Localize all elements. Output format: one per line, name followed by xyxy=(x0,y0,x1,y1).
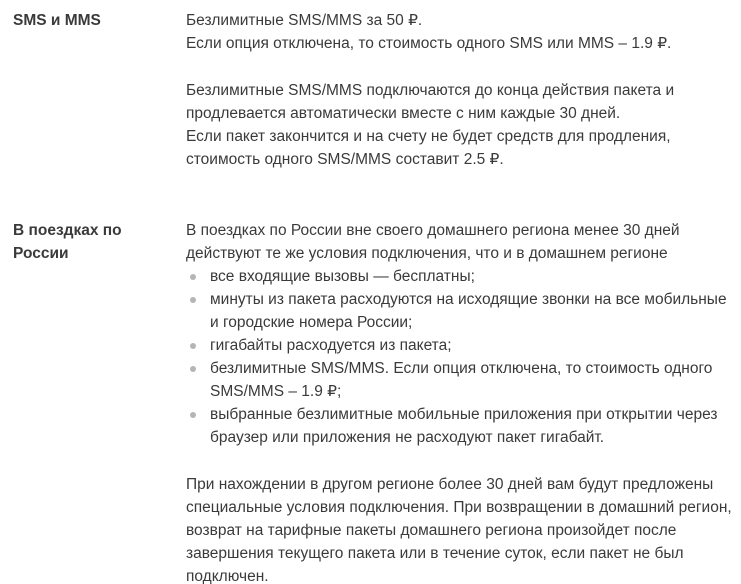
section-label-sms-mms: SMS и MMS xyxy=(13,12,101,29)
section-label-travel-russia: В поездках по России xyxy=(13,222,122,262)
bullet-item: гигабайты расходуется из пакета; xyxy=(210,334,734,357)
paragraph-travel-closing: При нахождении в другом регионе более 30 дней вам будут предложены специальные условия подключения. При возвращении в домашний регион, возврат на тарифные пакеты домашнего региона произойдет после завершения текущего пакета или в течение суток, если пакет не был подключен. xyxy=(186,476,732,584)
paragraph-sms-renewal: Безлимитные SMS/MMS подключаются до конца действия пакета и продлевается автоматически вместе с ним каждые 30 дней. Если пакет закончится и на счету не будет средств для продления, стоимость одного SMS/MMS составит 2.5 ₽. xyxy=(186,82,675,168)
bullet-item: безлимитные SMS/MMS. Если опция отключена, то стоимость одного SMS/MMS – 1.9 ₽; xyxy=(210,357,734,403)
section-sms-mms xyxy=(13,9,741,171)
paragraph-travel-intro: В поездках по России вне своего домашнего региона менее 30 дней действуют те же условия подключения, что и в домашнем регионе xyxy=(186,222,680,262)
bullet-item: все входящие вызовы — бесплатны; xyxy=(210,265,734,288)
section-content-sms-mms xyxy=(186,9,734,171)
section-travel-russia xyxy=(13,219,741,584)
bullet-item: выбранные безлимитные мобильные приложения при открытии через браузер или приложения не расходуют пакет гигабайт. xyxy=(210,403,734,449)
bullet-item: минуты из пакета расходуются на исходящие звонки на все мобильные и городские номера России; xyxy=(210,288,734,334)
travel-conditions-list xyxy=(186,265,734,449)
paragraph-sms-price: Безлимитные SMS/MMS за 50 ₽. Если опция отключена, то стоимость одного SMS или MMS – 1.9 ₽. xyxy=(186,12,672,52)
section-content-travel-russia xyxy=(186,219,734,584)
